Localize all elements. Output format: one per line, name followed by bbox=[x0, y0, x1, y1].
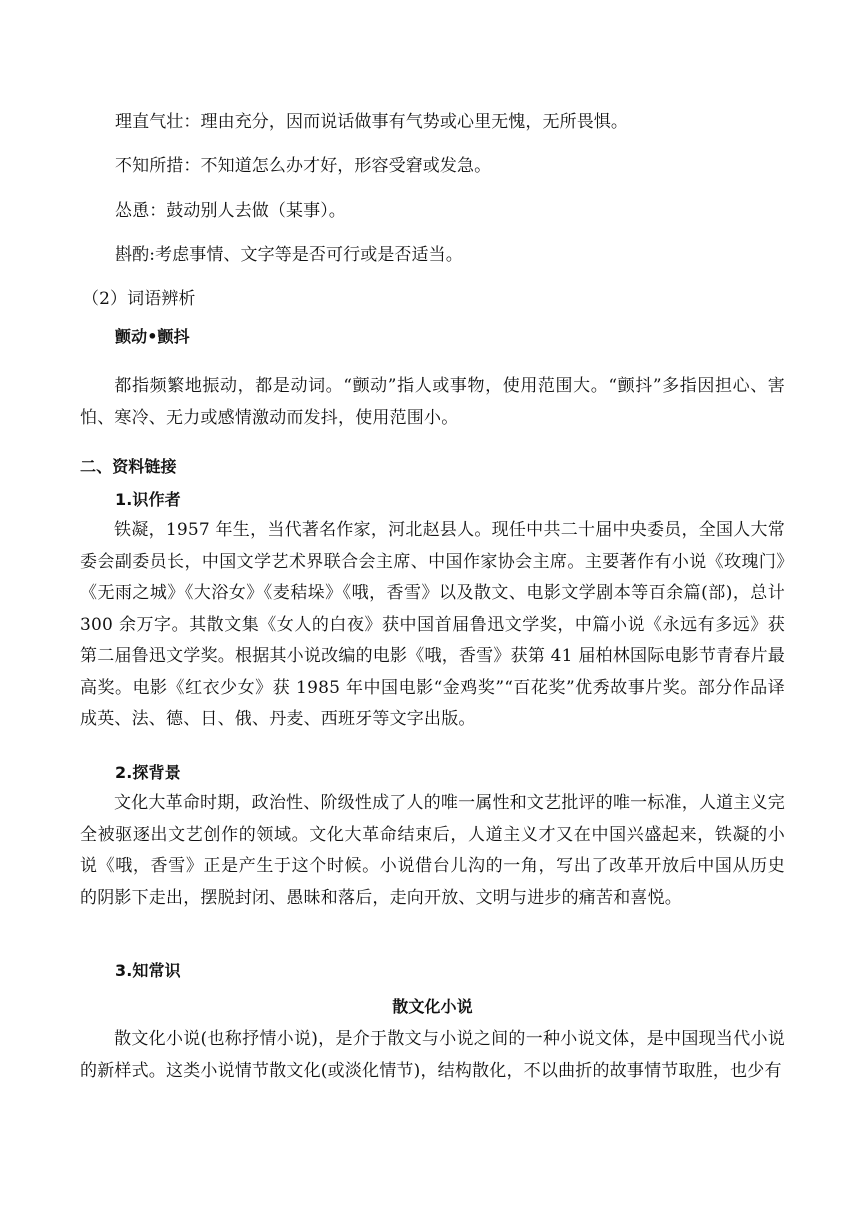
background-body: 文化大革命时期，政治性、阶级性成了人的唯一属性和文艺批评的唯一标准，人道主义完全被驱逐出文艺创作的领域。文化大革命结束后，人道主义才又在中国兴盛起来，铁凝的小说《哦，香雪》正是产生于这个时候。小说借台儿沟的一角，写出了改革开放后中国从历史的阴影下走出，摆脱封闭、愚昧和落后，走向开放、文明与进步的痛苦和喜悦。 bbox=[80, 793, 785, 908]
definition-4: 斟酌:考虑事情、文字等是否可行或是否适当。 bbox=[115, 245, 463, 265]
word-analysis-subheading: 颤动•颤抖 bbox=[115, 327, 190, 346]
knowledge-body: 散文化小说(也称抒情小说)，是介于散文与小说之间的一种小说文体，是中国现当代小说的新样式。这类小说情节散文化(或淡化情节)，结构散化，不以曲折的故事情节取胜，也少有 bbox=[80, 1029, 785, 1081]
author-heading: 1.识作者 bbox=[115, 490, 181, 509]
word-analysis-body: 都指频繁地振动，都是动词。“颤动”指人或事物，使用范围大。“颤抖”多指因担心、害怕、寒冷、无力或感情激动而发抖，使用范围小。 bbox=[80, 376, 785, 428]
definition-3: 怂恿：鼓动别人去做（某事）。 bbox=[115, 201, 346, 221]
knowledge-title: 散文化小说 bbox=[392, 997, 473, 1016]
materials-heading: 二、资料链接 bbox=[80, 457, 177, 476]
background-heading: 2.探背景 bbox=[115, 763, 181, 782]
author-body: 铁凝，1957 年生，当代著名作家，河北赵县人。现任中共二十届中央委员，全国人大常委会副委员长，中国文学艺术界联合会主席、中国作家协会主席。主要著作有小说《玫瑰门》《无雨之城》《大浴女》《麦秸垛》《哦，香雪》以及散文、电影文学剧本等百余篇(部)，总计 300 余万字。其散文集《女人的白夜》获中国首届鲁迅文学奖，中篇小说《永远有多远》获第二届鲁迅文学奖。根据其小说改编的电影《哦，香雪》获第 41 届柏林国际电影节青春片最高奖。电影《红衣少女》获 1985 年中国电影“金鸡奖”“百花奖”优秀故事片奖。部分作品译成英、法、德、日、俄、丹麦、西班牙等文字出版。 bbox=[80, 520, 785, 729]
definition-2: 不知所措：不知道怎么办才好，形容受窘或发急。 bbox=[115, 156, 492, 176]
word-analysis-heading: （2）词语辨析 bbox=[82, 289, 196, 309]
knowledge-heading: 3.知常识 bbox=[115, 961, 181, 980]
definition-1: 理直气壮：理由充分，因而说话做事有气势或心里无愧，无所畏惧。 bbox=[115, 112, 628, 132]
